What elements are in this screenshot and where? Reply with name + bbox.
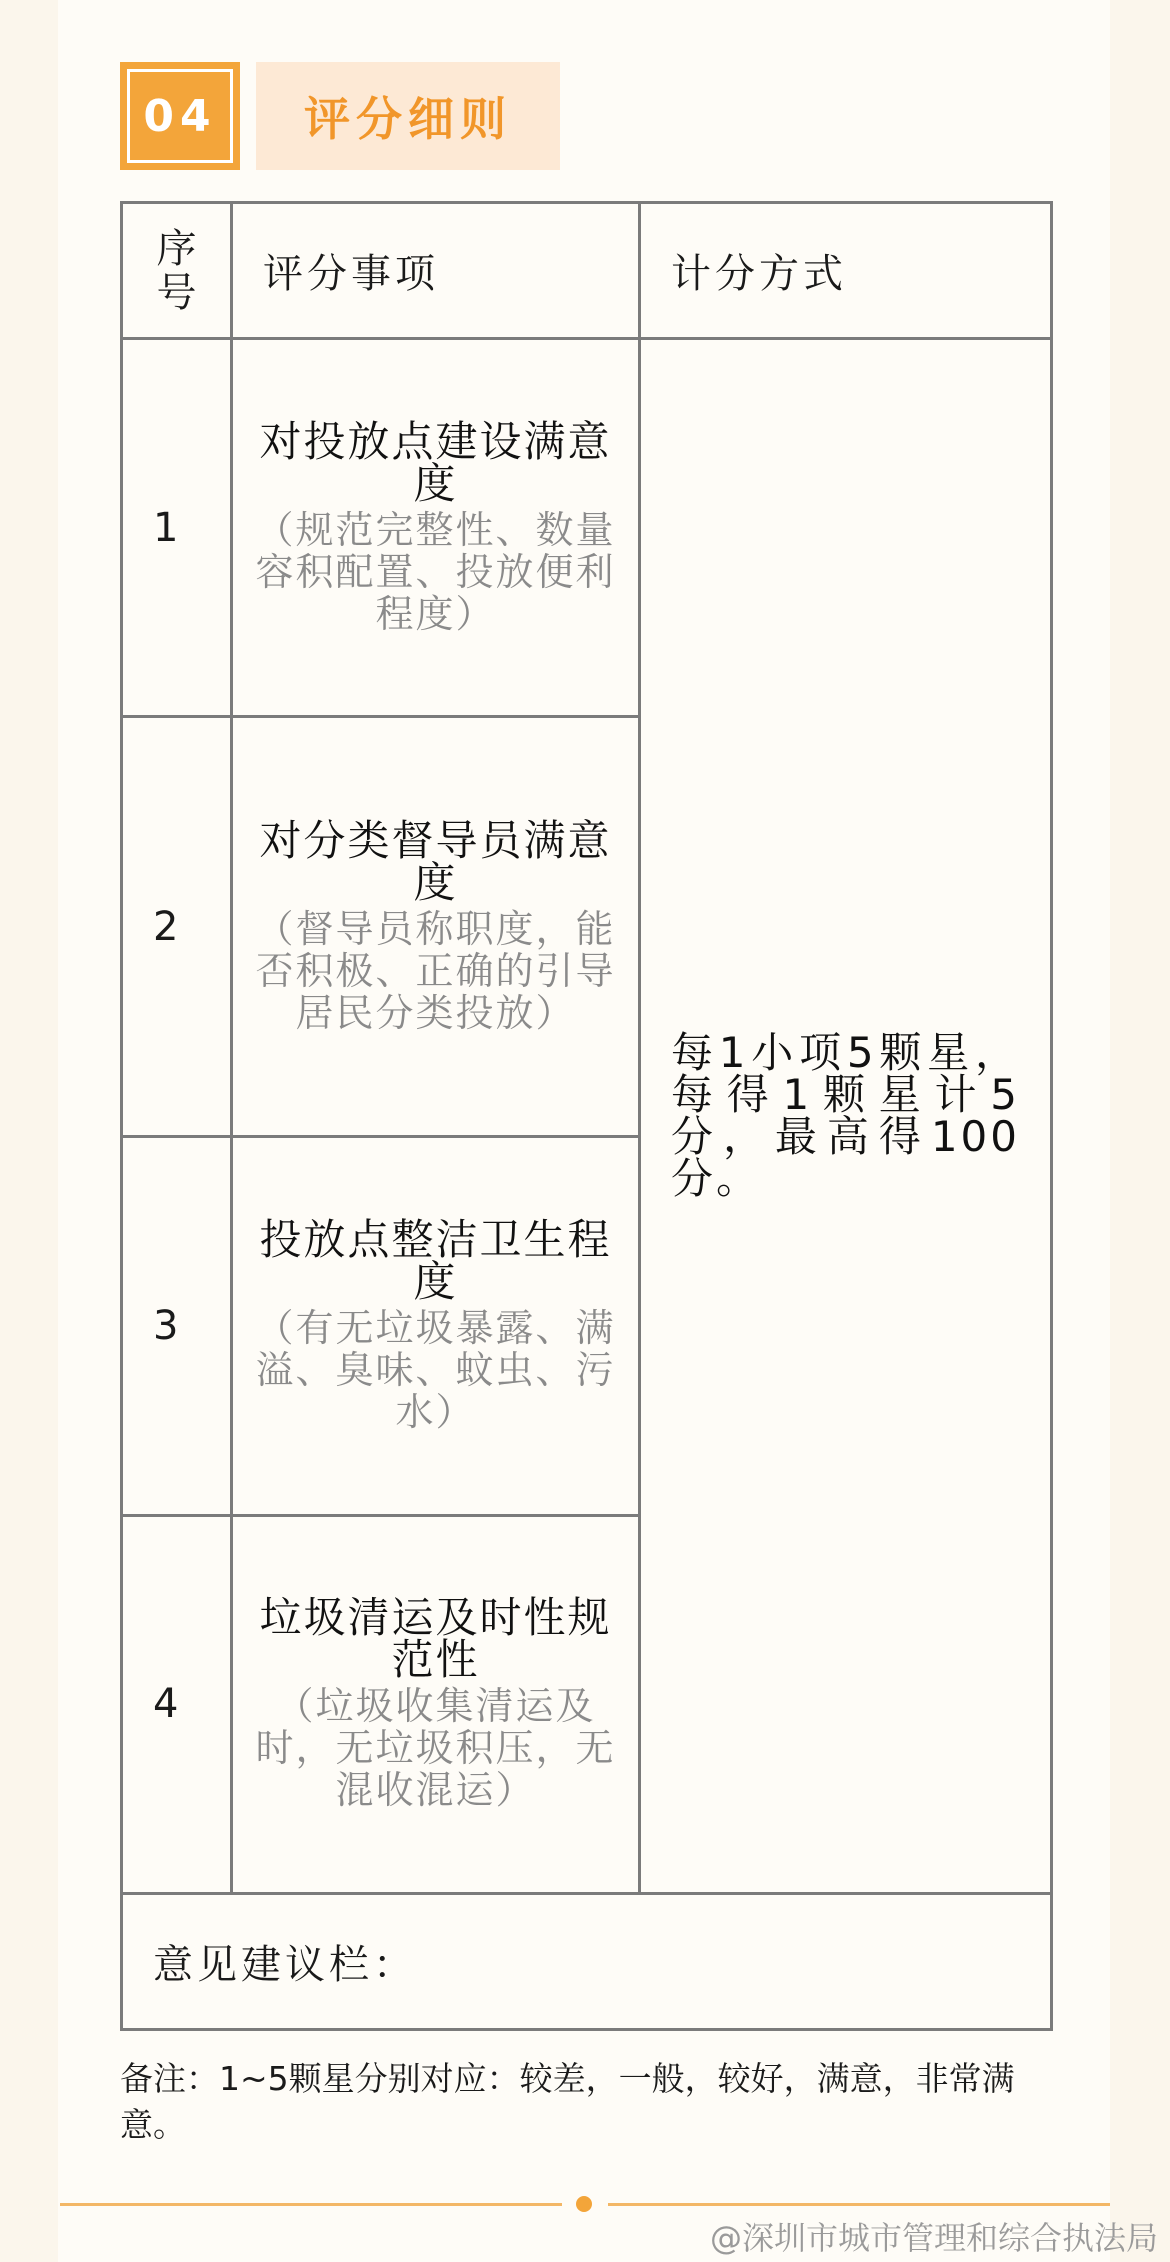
item-note: （督导员称职度，能否积极、正确的引导居民分类投放） (255, 906, 616, 1035)
header-no-label: 序号 (156, 225, 197, 316)
section-title: 评分细则 (256, 62, 560, 170)
row-number: 1 (122, 339, 232, 717)
row-item (232, 1515, 640, 1893)
item-title: 对分类督导员满意度 (259, 815, 612, 907)
footer-divider-left (60, 2203, 562, 2206)
row-item (232, 1137, 640, 1515)
opinion-row (122, 1893, 1052, 2029)
table-row (122, 339, 1052, 717)
item-title: 垃圾清运及时性规范性 (259, 1593, 612, 1685)
scoring-method: 每1小项5颗星，每得1颗星计5分，最高得100分。 (640, 339, 1052, 1894)
header-item: 评分事项 (232, 203, 640, 339)
header-method: 计分方式 (640, 203, 1052, 339)
scoring-table (120, 201, 1053, 2031)
remark-note: 备注：1~5颗星分别对应：较差，一般，较好，满意，非常满意。 (120, 2059, 1015, 2144)
row-number: 2 (122, 717, 232, 1137)
row-item (232, 717, 640, 1137)
row-number: 4 (122, 1515, 232, 1893)
weibo-watermark: @深圳市城市管理和综合执法局 (709, 2219, 1158, 2257)
footer-divider-dot (576, 2196, 592, 2212)
item-title: 对投放点建设满意度 (259, 416, 612, 508)
section-number: 04 (127, 69, 233, 163)
row-item (232, 339, 640, 717)
item-note: （规范完整性、数量容积配置、投放便利程度） (255, 507, 616, 636)
opinion-label: 意见建议栏： (122, 1893, 1052, 2029)
header-no (122, 203, 232, 339)
item-note: （有无垃圾暴露、满溢、臭味、蚊虫、污水） (255, 1306, 616, 1435)
section-number-badge (120, 62, 240, 170)
row-number: 3 (122, 1137, 232, 1515)
item-note: （垃圾收集清运及时，无垃圾积压，无混收混运） (255, 1684, 616, 1813)
item-title: 投放点整洁卫生程度 (259, 1215, 612, 1307)
footer-divider-right (608, 2203, 1110, 2206)
table-header-row (122, 203, 1052, 339)
